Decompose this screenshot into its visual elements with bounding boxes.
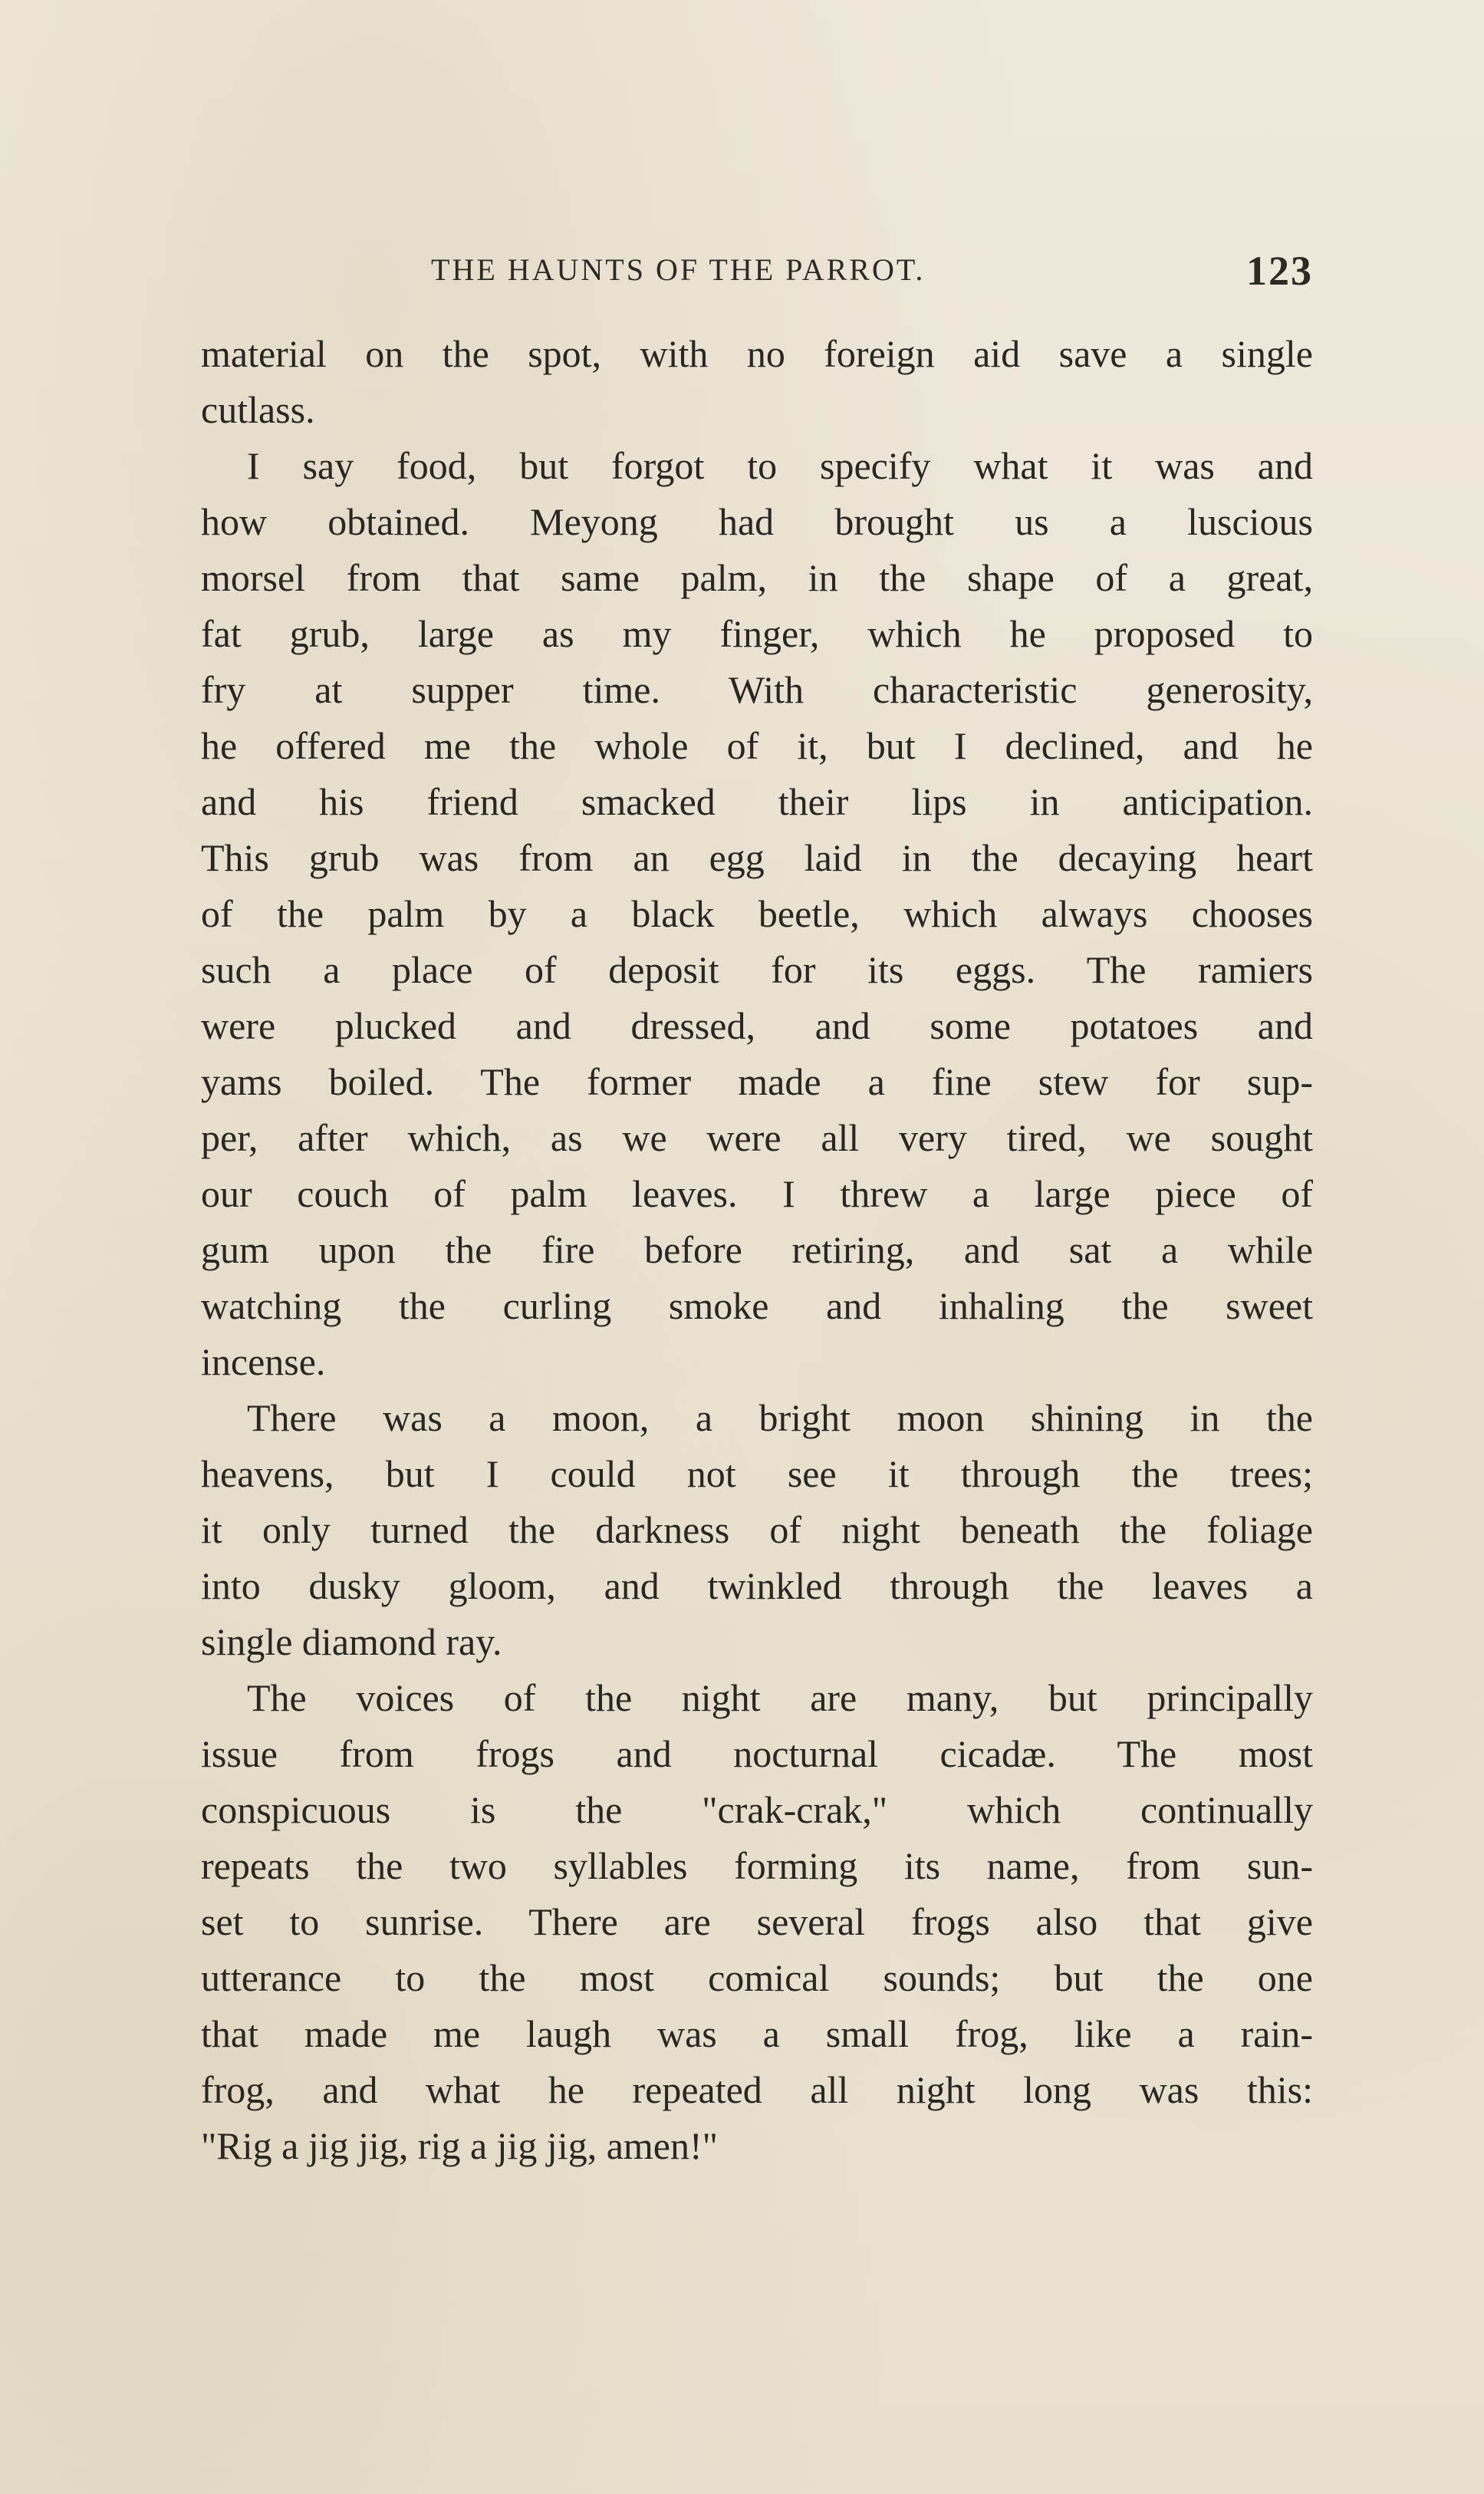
text-line: heavens, but I could not see it through the trees; [201, 1452, 1313, 1495]
running-head [201, 242, 1313, 304]
text-line: were plucked and dressed, and some potatoes and [201, 1004, 1313, 1047]
text-line: watching the curling smoke and inhaling the sweet [201, 1284, 1313, 1327]
text-line: such a place of deposit for its eggs. The ramiers [201, 948, 1313, 991]
text-line: gum upon the fire before retiring, and sat a while [201, 1228, 1313, 1271]
text-line: incense. [201, 1340, 326, 1383]
text-line: repeats the two syllables forming its name, from sun- [201, 1844, 1313, 1887]
text-line: This grub was from an egg laid in the decaying heart [201, 836, 1313, 879]
text-line: utterance to the most comical sounds; but the one [201, 1956, 1313, 1999]
text-line: cutlass. [201, 388, 315, 431]
text-line: per, after which, as we were all very tired, we sought [201, 1116, 1313, 1159]
text-line: set to sunrise. There are several frogs also that give [201, 1900, 1313, 1943]
text-line: it only turned the darkness of night beneath the foliage [201, 1508, 1313, 1551]
text-line: material on the spot, with no foreign aid save a single [201, 332, 1313, 375]
text-line: how obtained. Meyong had brought us a luscious [201, 500, 1313, 543]
text-line: that made me laugh was a small frog, like a rain- [201, 2012, 1313, 2055]
page-number: 123 [1246, 248, 1313, 294]
text-line: "Rig a jig jig, rig a jig jig, amen!" [201, 2124, 719, 2167]
text-line: our couch of palm leaves. I threw a large piece of [201, 1172, 1313, 1215]
text-line: fat grub, large as my finger, which he proposed to [201, 612, 1313, 655]
text-line: frog, and what he repeated all night long was this: [201, 2068, 1313, 2111]
text-line: morsel from that same palm, in the shape of a great, [201, 556, 1313, 599]
running-title: THE HAUNTS OF THE PARROT. [431, 252, 926, 287]
text-line: yams boiled. The former made a fine stew for sup- [201, 1060, 1313, 1103]
text-line: There was a moon, a bright moon shining in the [247, 1396, 1313, 1439]
text-line: of the palm by a black beetle, which always chooses [201, 892, 1313, 935]
text-line: I say food, but forgot to specify what it was and [247, 444, 1313, 487]
text-line: and his friend smacked their lips in anticipation. [201, 780, 1313, 823]
text-line: he offered me the whole of it, but I declined, and he [201, 724, 1313, 767]
text-line: conspicuous is the "crak-crak," which continually [201, 1788, 1313, 1831]
text-line: fry at supper time. With characteristic generosity, [201, 668, 1313, 711]
text-line: issue from frogs and nocturnal cicadæ. The most [201, 1732, 1313, 1775]
text-line: The voices of the night are many, but principally [247, 1676, 1313, 1719]
text-line: into dusky gloom, and twinkled through the leaves a [201, 1564, 1313, 1607]
text-line: single diamond ray. [201, 1620, 502, 1663]
body-text [201, 326, 1313, 2174]
